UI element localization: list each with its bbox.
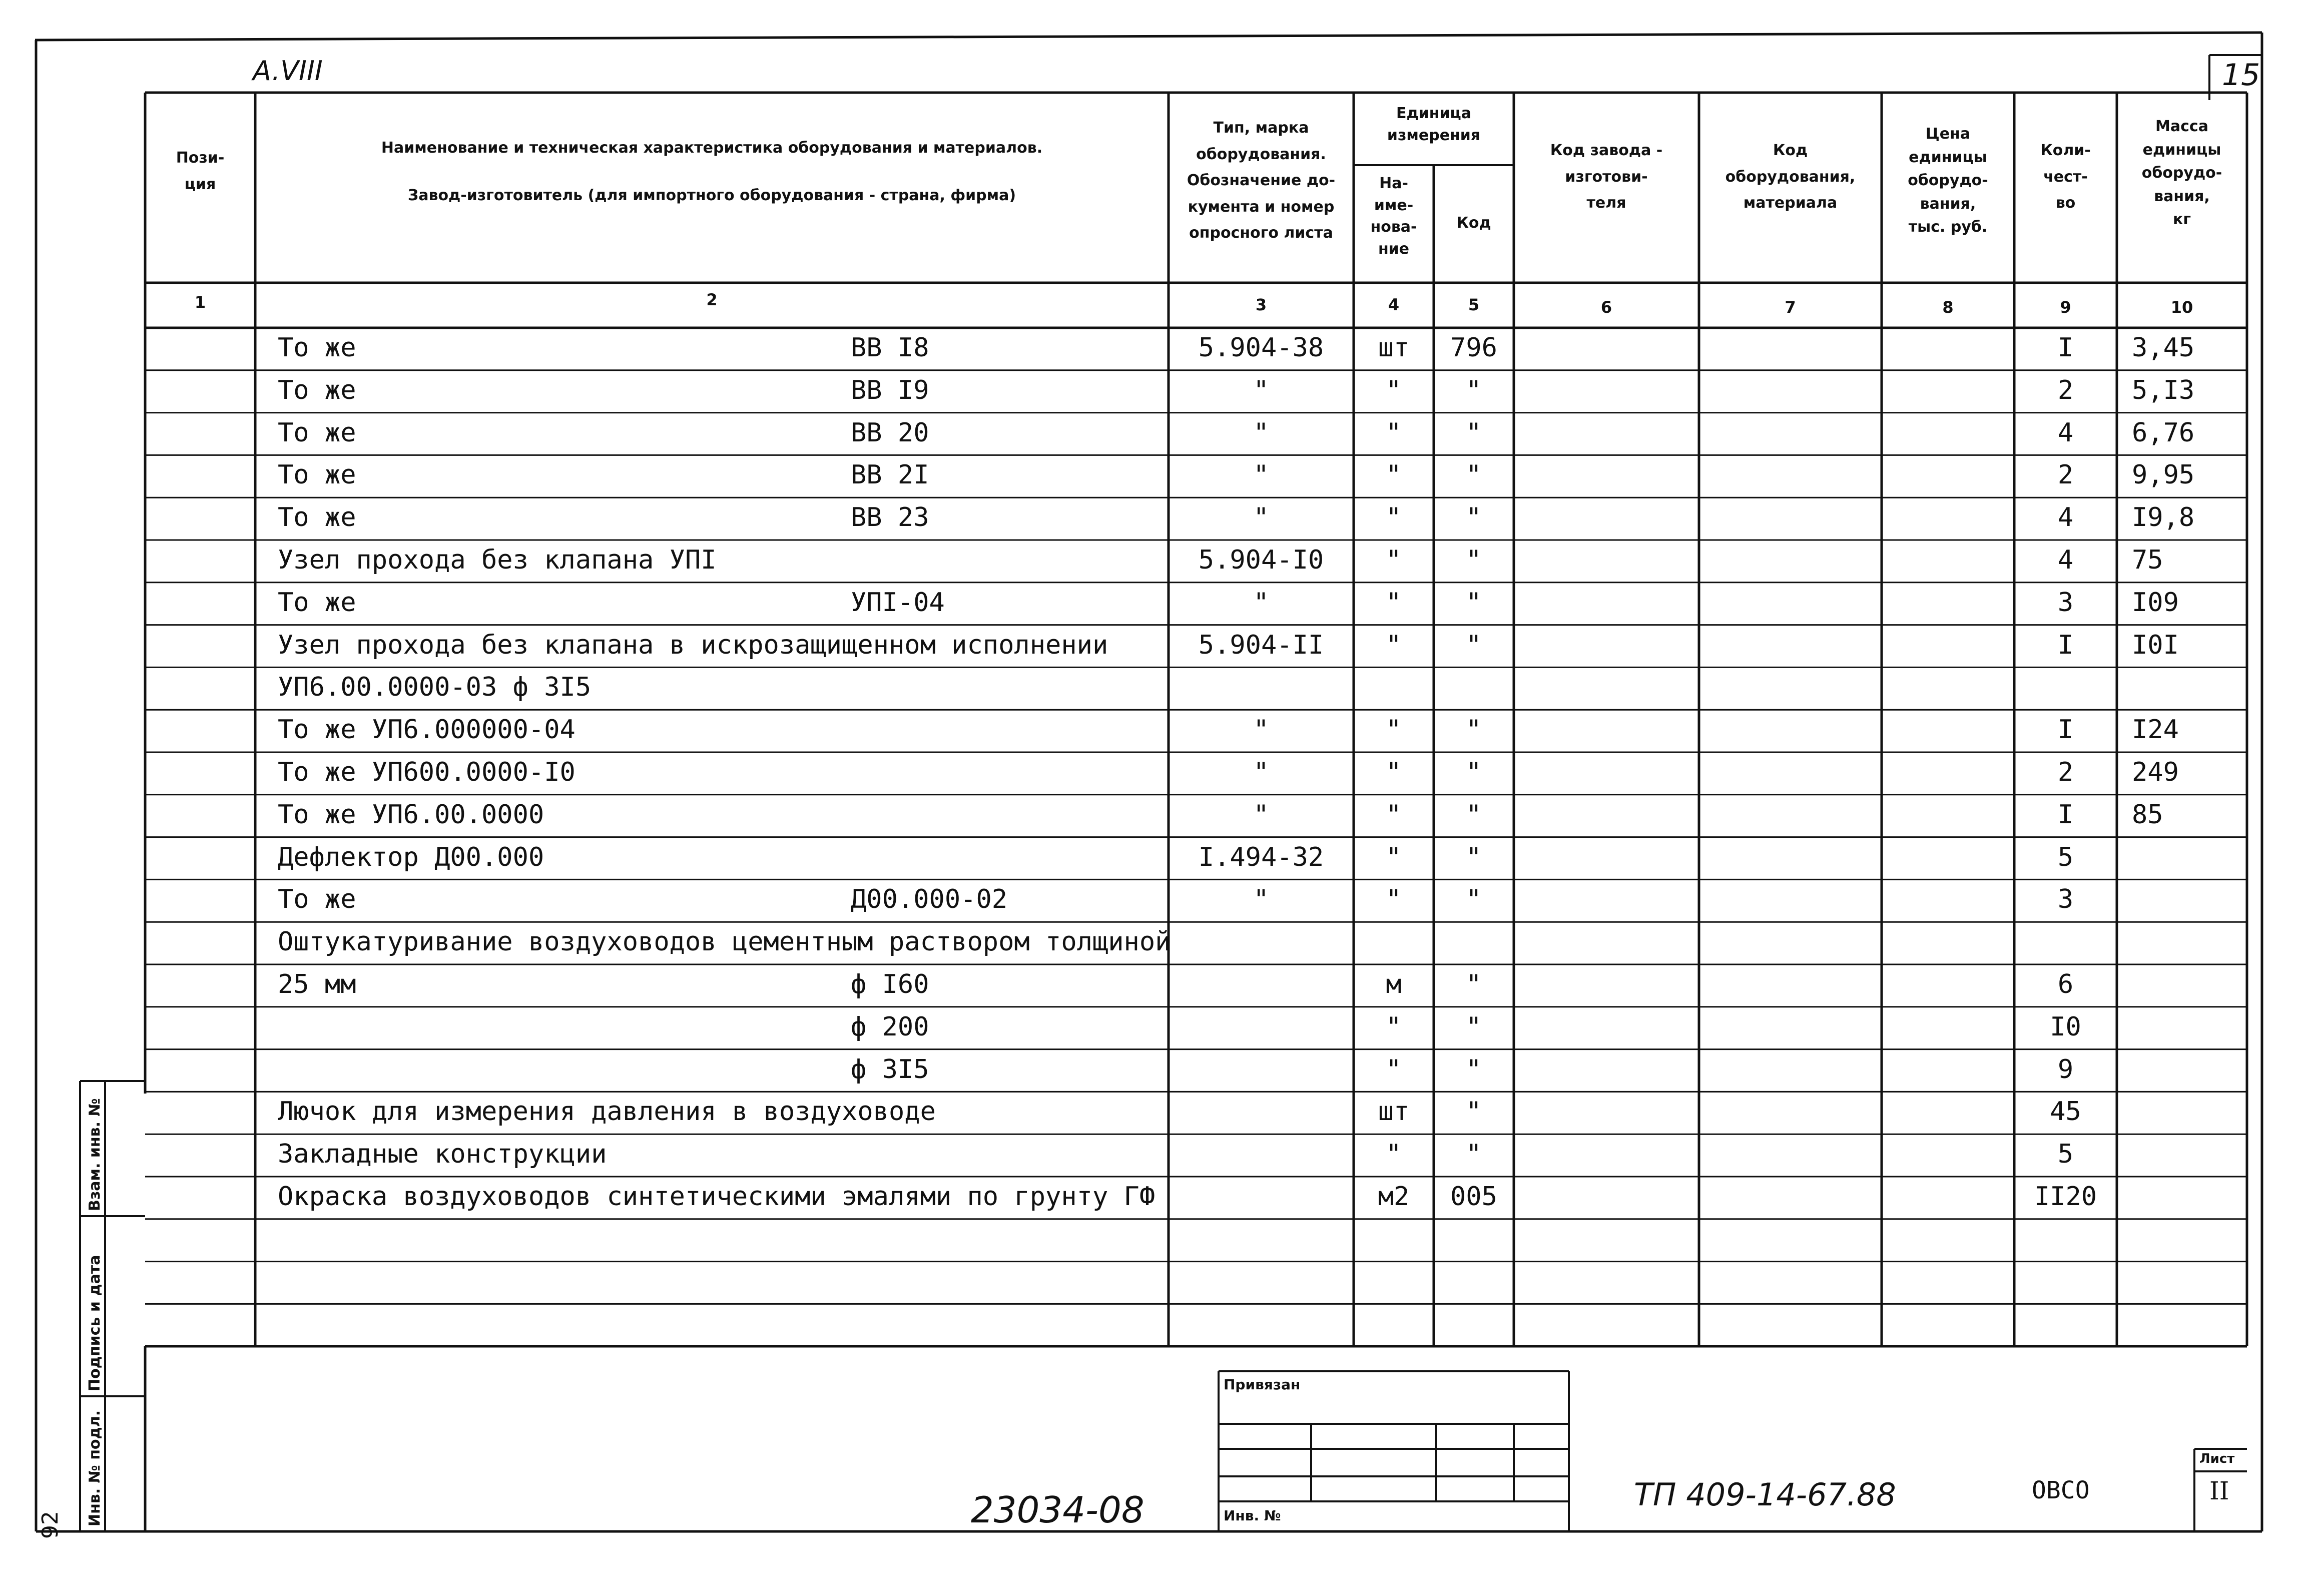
cell-mass: 249: [2132, 757, 2179, 787]
cell-unit: ": [1386, 799, 1402, 830]
cell-name: Узел прохода без клапана УПI: [278, 545, 717, 575]
header-type: Тип, марка оборудования. Обозначение до- кумента и номер опросного листа: [1187, 119, 1336, 242]
cell-unit: ": [1386, 630, 1402, 660]
cell-unit: м2: [1378, 1182, 1410, 1212]
cell-name2: Д00.000-02: [851, 884, 1008, 915]
document-code: ТП 409-14-67.88: [1634, 1476, 1896, 1513]
header-equipment-code: Код оборудования, материала: [1725, 142, 1856, 212]
cell-qty: I0: [2050, 1011, 2081, 1042]
header-position: Пози- ция: [176, 149, 225, 193]
cell-qty: 5: [2057, 1139, 2074, 1170]
cell-qty: 3: [2057, 884, 2074, 915]
cell-name: То же: [278, 587, 356, 618]
cell-qty: I: [2057, 715, 2074, 745]
cell-unit: м: [1386, 969, 1402, 999]
cell-unit: ": [1386, 545, 1402, 575]
cell-name2: ф 200: [851, 1011, 929, 1042]
cell-code: ": [1466, 1011, 1482, 1042]
cell-name: То же: [278, 884, 356, 915]
cell-unit: шт: [1378, 333, 1410, 363]
cell-unit: ": [1386, 417, 1402, 448]
col-number-10: 10: [2170, 298, 2193, 317]
header-unit-name: На- име- нова- ние: [1370, 175, 1417, 258]
col-number-6: 6: [1600, 298, 1612, 317]
cell-mass: 3,45: [2132, 333, 2195, 363]
cell-name: Оштукатуривание воздуховодов цементным раствором толщиной: [278, 927, 1171, 957]
header-name-line2: Завод-изготовитель (для импортного оборудования - страна, фирма): [407, 187, 1016, 204]
cell-name: 25 мм: [278, 969, 356, 999]
cell-name2: ВВ 2I: [851, 460, 929, 490]
cell-mass: 5,I3: [2132, 375, 2195, 405]
cell-type: I.494-32: [1198, 842, 1324, 872]
side-label-replaced-inv: Взам. инв. №: [86, 1098, 104, 1211]
cell-name: То же УП600.0000-I0: [278, 757, 575, 787]
col-number-1: 1: [194, 293, 206, 312]
cell-name: Лючок для измерения давления в воздуховоде: [278, 1097, 936, 1127]
cell-code: 796: [1450, 333, 1497, 363]
col-number-3: 3: [1255, 295, 1267, 314]
cell-qty: 5: [2057, 842, 2074, 872]
header-factory-code: Код завода - изготови- теля: [1550, 142, 1663, 212]
cell-type: ": [1253, 502, 1269, 533]
cell-name: Окраска воздуховодов синтетическими эмалями по грунту ГФ: [278, 1182, 1156, 1212]
cell-name: УП6.00.0000-03 ф 3I5: [278, 672, 592, 703]
side-label-original-inv: Инв. № подл.: [86, 1410, 104, 1526]
cell-code: ": [1466, 969, 1482, 999]
cell-unit: ": [1386, 757, 1402, 787]
cell-mass: I24: [2132, 715, 2179, 745]
cell-name2: УПI-04: [851, 587, 945, 618]
cell-type: ": [1253, 375, 1269, 405]
cell-name2: ВВ 20: [851, 417, 929, 448]
cell-unit: ": [1386, 1139, 1402, 1170]
cell-code: ": [1466, 757, 1482, 787]
cell-name: То же: [278, 375, 356, 405]
cell-type: ": [1253, 715, 1269, 745]
cell-unit: ": [1386, 375, 1402, 405]
cell-qty: 9: [2057, 1054, 2074, 1085]
cell-code: ": [1466, 799, 1482, 830]
cell-unit: ": [1386, 1011, 1402, 1042]
cell-type: ": [1253, 799, 1269, 830]
inv-label: Инв. №: [1224, 1507, 1281, 1524]
cell-qty: 6: [2057, 969, 2074, 999]
side-label-signature-date: Подпись и дата: [86, 1255, 104, 1391]
cell-qty: 4: [2057, 545, 2074, 575]
page-number: 15: [2222, 58, 2260, 93]
sheet-number: II: [2209, 1476, 2229, 1505]
cell-code: ": [1466, 630, 1482, 660]
section-code: ОВСО: [2032, 1476, 2090, 1504]
cell-code: ": [1466, 375, 1482, 405]
cell-qty: I: [2057, 799, 2074, 830]
cell-qty: 2: [2057, 460, 2074, 490]
cell-qty: 3: [2057, 587, 2074, 618]
cell-unit: ": [1386, 884, 1402, 915]
header-name-line1: Наименование и техническая характеристика оборудования и материалов.: [381, 139, 1043, 157]
cell-name2: ВВ I9: [851, 375, 929, 405]
cell-type: ": [1253, 587, 1269, 618]
inventory-number: 23034-08: [971, 1489, 1144, 1531]
cell-unit: ": [1386, 842, 1402, 872]
cell-code: ": [1466, 1097, 1482, 1127]
cell-mass: I09: [2132, 587, 2179, 618]
col-number-9: 9: [2060, 298, 2071, 317]
cell-mass: I0I: [2132, 630, 2179, 660]
edge-number: 92: [38, 1511, 63, 1539]
cell-unit: ": [1386, 502, 1402, 533]
cell-qty: 45: [2050, 1097, 2081, 1127]
cell-unit: шт: [1378, 1097, 1410, 1127]
cell-mass: 75: [2132, 545, 2163, 575]
cell-code: ": [1466, 460, 1482, 490]
col-number-4: 4: [1388, 295, 1400, 314]
cell-qty: 2: [2057, 757, 2074, 787]
cell-code: ": [1466, 842, 1482, 872]
header-unit-code: Код: [1456, 214, 1491, 232]
cell-code: ": [1466, 587, 1482, 618]
cell-mass: 6,76: [2132, 417, 2195, 448]
col-number-2: 2: [706, 290, 718, 309]
cell-name: То же: [278, 502, 356, 533]
cell-code: ": [1466, 502, 1482, 533]
cell-code: ": [1466, 417, 1482, 448]
cell-unit: ": [1386, 587, 1402, 618]
cell-name: Закладные конструкции: [278, 1139, 607, 1170]
cell-name: Узел прохода без клапана в искрозащищенном исполнении: [278, 630, 1108, 660]
col-number-5: 5: [1468, 295, 1480, 314]
col-number-7: 7: [1785, 298, 1796, 317]
cell-name: То же УП6.00.0000: [278, 799, 544, 830]
cell-code: ": [1466, 715, 1482, 745]
cell-mass: 9,95: [2132, 460, 2195, 490]
cell-qty: II20: [2034, 1182, 2097, 1212]
cell-name2: ф I60: [851, 969, 929, 999]
cell-unit: ": [1386, 715, 1402, 745]
header-quantity: Коли- чест- во: [2040, 142, 2091, 212]
cell-name: То же: [278, 333, 356, 363]
cell-name2: ВВ I8: [851, 333, 929, 363]
cell-type: ": [1253, 884, 1269, 915]
album-mark: A.VIII: [253, 55, 323, 87]
header-mass: Масса единицы оборудо- вания, кг: [2141, 118, 2222, 228]
bound-label: Привязан: [1224, 1376, 1301, 1393]
cell-code: ": [1466, 1139, 1482, 1170]
cell-type: 5.904-38: [1198, 333, 1324, 363]
cell-qty: 4: [2057, 417, 2074, 448]
cell-type: ": [1253, 417, 1269, 448]
cell-name: То же: [278, 460, 356, 490]
cell-qty: 2: [2057, 375, 2074, 405]
cell-code: ": [1466, 884, 1482, 915]
sheet-label: Лист: [2199, 1451, 2235, 1466]
cell-code: 005: [1450, 1182, 1497, 1212]
header-unit-group: Единица измерения: [1387, 105, 1481, 144]
cell-type: ": [1253, 757, 1269, 787]
cell-name: То же: [278, 417, 356, 448]
cell-qty: I: [2057, 333, 2074, 363]
cell-qty: 4: [2057, 502, 2074, 533]
header-price: Цена единицы оборудо- вания, тыс. руб.: [1908, 125, 1988, 236]
col-number-8: 8: [1942, 298, 1954, 317]
cell-name: Дефлектор Д00.000: [278, 842, 544, 872]
cell-name2: ф 3I5: [851, 1054, 929, 1085]
cell-mass: I9,8: [2132, 502, 2195, 533]
cell-name: То же УП6.000000-04: [278, 715, 575, 745]
cell-code: ": [1466, 1054, 1482, 1085]
cell-name2: ВВ 23: [851, 502, 929, 533]
cell-unit: ": [1386, 460, 1402, 490]
cell-mass: 85: [2132, 799, 2163, 830]
cell-type: ": [1253, 460, 1269, 490]
cell-unit: ": [1386, 1054, 1402, 1085]
cell-type: 5.904-II: [1198, 630, 1324, 660]
cell-type: 5.904-I0: [1198, 545, 1324, 575]
cell-code: ": [1466, 545, 1482, 575]
cell-qty: I: [2057, 630, 2074, 660]
